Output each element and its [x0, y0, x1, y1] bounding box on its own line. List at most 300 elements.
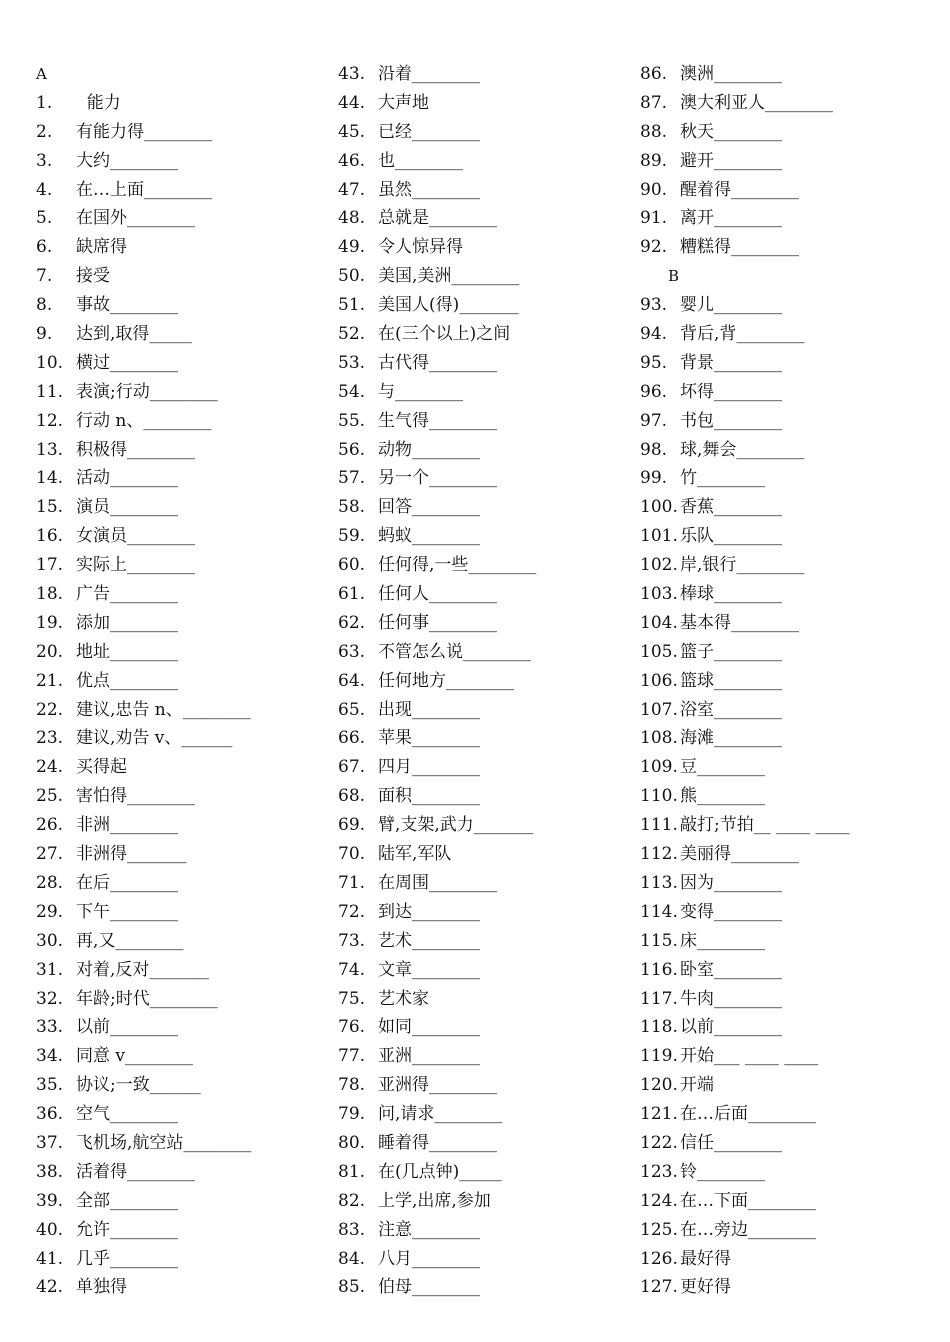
vocab-entry — [640, 638, 850, 667]
entry-text: 因为________ — [680, 872, 782, 893]
vocab-entry — [338, 60, 536, 89]
entry-number: 1. — [36, 92, 53, 113]
vocab-entry — [36, 291, 251, 320]
entry-number: 123. — [640, 1161, 678, 1182]
vocab-entry — [640, 1158, 850, 1187]
vocab-entry — [640, 89, 850, 118]
vocab-entry — [640, 724, 850, 753]
entry-text: 任何人________ — [378, 584, 497, 605]
entry-text: 基本得________ — [680, 612, 799, 633]
vocab-entry — [36, 667, 251, 696]
entry-text: 单独得 — [76, 1277, 127, 1298]
entry-number: 124. — [640, 1190, 678, 1211]
entry-number: 68. — [338, 786, 366, 807]
vocab-entry — [338, 262, 536, 291]
vocab-entry — [338, 985, 536, 1014]
entry-number: 52. — [338, 324, 366, 345]
entry-text: 横过________ — [76, 352, 178, 373]
vocab-entry — [338, 724, 536, 753]
entry-text: 大声地 — [378, 92, 429, 113]
entry-text: 令人惊异得 — [378, 237, 463, 258]
entry-number: 96. — [640, 381, 668, 402]
entry-number: 2. — [36, 121, 53, 142]
entry-text: 回答________ — [378, 497, 480, 518]
entry-number: 92. — [640, 237, 668, 258]
vocab-entry — [36, 436, 251, 465]
entry-number: 86. — [640, 64, 668, 84]
entry-number: 47. — [338, 179, 366, 200]
entry-number: 64. — [338, 670, 366, 691]
entry-text: 不管怎么说________ — [378, 641, 531, 662]
vocab-entry — [36, 753, 251, 782]
entry-number: 10. — [36, 352, 64, 373]
entry-number: 115. — [640, 930, 678, 951]
entry-text: 害怕得________ — [76, 786, 195, 807]
entry-text: 任何得,一些________ — [378, 555, 537, 576]
vocab-entry — [640, 609, 850, 638]
vocab-entry — [36, 89, 251, 118]
entry-number: 63. — [338, 641, 366, 662]
entry-number: 108. — [640, 728, 678, 749]
entry-number: 27. — [36, 844, 64, 865]
vocab-entry — [338, 1273, 536, 1302]
entry-text: 以前________ — [76, 1017, 178, 1038]
entry-text: 活动________ — [76, 468, 178, 489]
vocab-entry — [338, 609, 536, 638]
entry-number: 56. — [338, 439, 366, 460]
vocab-entry — [640, 291, 850, 320]
vocab-entry — [338, 407, 536, 436]
entry-text: 糟糕得________ — [680, 237, 799, 258]
entry-number: 72. — [338, 901, 366, 922]
entry-number: 48. — [338, 208, 366, 229]
vocab-entry — [640, 782, 850, 811]
entry-text: 在…下面________ — [680, 1190, 816, 1211]
entry-number: 45. — [338, 121, 366, 142]
entry-text: 卧室________ — [680, 959, 782, 980]
entry-number: 120. — [640, 1075, 678, 1096]
entry-number: 80. — [338, 1132, 366, 1153]
entry-number: 57. — [338, 468, 366, 489]
entry-number: 61. — [338, 584, 366, 605]
vocab-entry — [338, 522, 536, 551]
vocab-entry — [338, 638, 536, 667]
entry-text: 添加________ — [76, 612, 178, 633]
vocab-entry — [640, 464, 850, 493]
entry-number: 34. — [36, 1046, 64, 1067]
entry-text: 美丽得________ — [680, 844, 799, 865]
entry-number: 112. — [640, 844, 678, 865]
vocab-entry — [640, 985, 850, 1014]
vocab-entry — [36, 724, 251, 753]
entry-number: 73. — [338, 930, 366, 951]
entry-text: 注意________ — [378, 1219, 480, 1240]
vocab-entry — [338, 1100, 536, 1129]
entry-text: 活着得________ — [76, 1161, 195, 1182]
entry-number: 42. — [36, 1277, 64, 1298]
entry-number: 41. — [36, 1248, 64, 1269]
section-heading: B — [668, 267, 680, 286]
entry-text: 床________ — [680, 930, 765, 951]
entry-text: 上学,出席,参加 — [378, 1190, 491, 1211]
entry-text: 建议,劝告 v、______ — [76, 728, 233, 749]
entry-text: 允许________ — [76, 1219, 178, 1240]
entry-number: 32. — [36, 988, 64, 1009]
entry-text: 也________ — [378, 150, 463, 171]
vocab-entry — [640, 118, 850, 147]
vocab-entry — [36, 609, 251, 638]
entry-number: 23. — [36, 728, 64, 749]
entry-text: 背后,背________ — [680, 324, 805, 345]
entry-number: 83. — [338, 1219, 366, 1240]
entry-number: 98. — [640, 439, 668, 460]
entry-number: 102. — [640, 555, 678, 576]
entry-text: 面积________ — [378, 786, 480, 807]
vocab-entry — [640, 927, 850, 956]
vocab-entry — [36, 522, 251, 551]
entry-text: 牛肉________ — [680, 988, 782, 1009]
vocab-entry — [640, 349, 850, 378]
entry-number: 84. — [338, 1248, 366, 1269]
entry-number: 119. — [640, 1046, 678, 1067]
vocab-entry — [338, 696, 536, 725]
vocab-entry — [36, 204, 251, 233]
vocab-entry — [36, 811, 251, 840]
entry-number: 95. — [640, 352, 668, 373]
vocab-entry — [36, 956, 251, 985]
entry-text: 事故________ — [76, 295, 178, 316]
entry-text: 以前________ — [680, 1017, 782, 1038]
entry-text: 在国外________ — [76, 208, 195, 229]
entry-text: 蚂蚁________ — [378, 526, 480, 547]
vocab-entry — [338, 118, 536, 147]
entry-text: 棒球________ — [680, 584, 782, 605]
entry-text: 出现________ — [378, 699, 480, 720]
entry-number: 12. — [36, 410, 64, 431]
entry-number: 65. — [338, 699, 366, 720]
entry-text: 再,又________ — [76, 930, 184, 951]
entry-number: 107. — [640, 699, 678, 720]
entry-text: 如同________ — [378, 1017, 480, 1038]
vocab-entry — [338, 580, 536, 609]
vocab-entry — [36, 233, 251, 262]
entry-text: 任何地方________ — [378, 670, 514, 691]
entry-text: 买得起 — [76, 757, 127, 778]
vocab-entry — [338, 1158, 536, 1187]
vocab-entry — [640, 898, 850, 927]
entry-text: 沿着________ — [378, 64, 480, 84]
vocab-entry — [36, 176, 251, 205]
vocab-entry — [640, 1129, 850, 1158]
entry-number: 53. — [338, 352, 366, 373]
entry-text: 同意 v________ — [76, 1046, 194, 1067]
entry-number: 17. — [36, 555, 64, 576]
vocab-entry — [640, 1013, 850, 1042]
entry-number: 94. — [640, 324, 668, 345]
entry-text: 在…上面________ — [76, 179, 212, 200]
entry-text: 协议;一致______ — [76, 1075, 201, 1096]
entry-number: 21. — [36, 670, 64, 691]
entry-text: 最好得 — [680, 1248, 731, 1269]
entry-text: 女演员________ — [76, 526, 195, 547]
entry-number: 60. — [338, 555, 366, 576]
entry-number: 78. — [338, 1075, 366, 1096]
entry-number: 118. — [640, 1017, 678, 1038]
vocab-entry — [338, 1042, 536, 1071]
entry-number: 79. — [338, 1104, 366, 1125]
vocab-entry — [36, 898, 251, 927]
entry-text: 篮子________ — [680, 641, 782, 662]
vocab-entry — [640, 753, 850, 782]
entry-text: 亚洲得________ — [378, 1075, 497, 1096]
entry-number: 62. — [338, 612, 366, 633]
entry-number: 109. — [640, 757, 678, 778]
entry-text: 秋天________ — [680, 121, 782, 142]
entry-text: 书包________ — [680, 410, 782, 431]
entry-text: 与________ — [378, 381, 463, 402]
entry-number: 14. — [36, 468, 64, 489]
entry-number: 58. — [338, 497, 366, 518]
entry-number: 13. — [36, 439, 64, 460]
vocab-entry — [640, 493, 850, 522]
entry-number: 103. — [640, 584, 678, 605]
entry-number: 89. — [640, 150, 668, 171]
entry-text: 婴儿________ — [680, 295, 782, 316]
vocab-entry — [640, 1071, 850, 1100]
entry-number: 121. — [640, 1104, 678, 1125]
entry-text: 在(几点钟)_____ — [378, 1161, 502, 1182]
entry-text: 积极得________ — [76, 439, 195, 460]
entry-text: 坏得________ — [680, 381, 782, 402]
vocab-entry — [338, 1245, 536, 1274]
entry-text: 生气得________ — [378, 410, 497, 431]
entry-text: 文章________ — [378, 959, 480, 980]
entry-number: 97. — [640, 410, 668, 431]
vocab-entry — [36, 493, 251, 522]
entry-text: 伯母________ — [378, 1277, 480, 1298]
entry-text: 篮球________ — [680, 670, 782, 691]
vocab-entry — [36, 580, 251, 609]
entry-number: 50. — [338, 266, 366, 287]
entry-number: 4. — [36, 179, 53, 200]
entry-text: 总就是________ — [378, 208, 497, 229]
entry-number: 81. — [338, 1161, 366, 1182]
entry-text: 非洲________ — [76, 815, 178, 836]
entry-text: 四月________ — [378, 757, 480, 778]
entry-text: 铃________ — [680, 1161, 765, 1182]
entry-text: 熊________ — [680, 786, 765, 807]
vocab-entry — [36, 1216, 251, 1245]
vocab-entry — [338, 811, 536, 840]
entry-number: 74. — [338, 959, 366, 980]
entry-number: 35. — [36, 1075, 64, 1096]
vocab-entry — [36, 869, 251, 898]
entry-text: 香蕉________ — [680, 497, 782, 518]
vocab-entry — [338, 782, 536, 811]
entry-text: 球,舞会________ — [680, 439, 805, 460]
entry-number: 18. — [36, 584, 64, 605]
vocab-entry — [640, 147, 850, 176]
column-1 — [36, 60, 251, 1302]
vocab-entry — [36, 349, 251, 378]
entry-number: 9. — [36, 324, 53, 345]
vocab-entry — [338, 89, 536, 118]
entry-text: 开始___ ____ ____ — [680, 1046, 819, 1067]
vocab-entry — [36, 1273, 251, 1302]
entry-number: 8. — [36, 295, 53, 316]
vocab-entry — [640, 522, 850, 551]
entry-text: 在…旁边________ — [680, 1219, 816, 1240]
entry-text: 有能力得________ — [76, 121, 212, 142]
entry-number: 55. — [338, 410, 366, 431]
vocab-entry — [338, 291, 536, 320]
entry-text: 大约________ — [76, 150, 178, 171]
entry-text: 缺席得 — [76, 237, 127, 258]
entry-text: 建议,忠告 n、________ — [76, 699, 251, 720]
entry-text: 陆军,军队 — [378, 844, 452, 865]
vocab-entry — [338, 378, 536, 407]
entry-number: 43. — [338, 64, 366, 84]
entry-number: 93. — [640, 295, 668, 316]
vocab-entry — [338, 436, 536, 465]
vocab-entry — [338, 927, 536, 956]
entry-number: 15. — [36, 497, 64, 518]
entry-number: 82. — [338, 1190, 366, 1211]
entry-number: 116. — [640, 959, 678, 980]
entry-number: 91. — [640, 208, 668, 229]
vocab-entry — [640, 233, 850, 262]
vocab-entry — [338, 1129, 536, 1158]
vocab-entry — [36, 696, 251, 725]
vocab-entry — [640, 407, 850, 436]
entry-number: 125. — [640, 1219, 678, 1240]
entry-text: 浴室________ — [680, 699, 782, 720]
entry-text: 在(三个以上)之间 — [378, 324, 511, 345]
vocab-entry — [640, 204, 850, 233]
entry-number: 40. — [36, 1219, 64, 1240]
vocab-entry — [36, 1071, 251, 1100]
vocab-entry — [36, 147, 251, 176]
entry-text: 任何事________ — [378, 612, 497, 633]
vocab-entry — [36, 1042, 251, 1071]
entry-number: 33. — [36, 1017, 64, 1038]
entry-number: 113. — [640, 872, 678, 893]
entry-text: 下午________ — [76, 901, 178, 922]
vocab-entry — [36, 1187, 251, 1216]
entry-number: 126. — [640, 1248, 678, 1269]
entry-number: 31. — [36, 959, 64, 980]
entry-number: 6. — [36, 237, 53, 258]
entry-text: 避开________ — [680, 150, 782, 171]
vocab-entry — [338, 753, 536, 782]
entry-text: 八月________ — [378, 1248, 480, 1269]
entry-text: 在后________ — [76, 872, 178, 893]
vocab-entry — [338, 869, 536, 898]
entry-text: 敲打;节拍__ ____ ____ — [680, 815, 850, 836]
entry-text: 美国,美洲________ — [378, 266, 520, 287]
vocab-entry — [640, 1100, 850, 1129]
entry-number: 100. — [640, 497, 678, 518]
vocab-entry — [338, 493, 536, 522]
entry-number: 7. — [36, 266, 53, 287]
vocab-entry — [36, 1245, 251, 1274]
vocab-entry — [338, 349, 536, 378]
entry-number: 110. — [640, 786, 678, 807]
vocab-entry — [36, 782, 251, 811]
vocab-entry — [640, 1245, 850, 1274]
entry-text: 实际上________ — [76, 555, 195, 576]
entry-number: 66. — [338, 728, 366, 749]
vocab-entry — [338, 204, 536, 233]
entry-number: 54. — [338, 381, 366, 402]
vocab-entry — [640, 956, 850, 985]
entry-text: 艺术________ — [378, 930, 480, 951]
entry-text: 广告________ — [76, 584, 178, 605]
entry-number: 28. — [36, 872, 64, 893]
entry-text: 信任________ — [680, 1132, 782, 1153]
vocab-entry — [338, 147, 536, 176]
vocab-entry — [338, 667, 536, 696]
entry-number: 20. — [36, 641, 64, 662]
entry-number: 44. — [338, 92, 366, 113]
entry-text: 苹果________ — [378, 728, 480, 749]
entry-number: 71. — [338, 872, 366, 893]
vocab-entry — [36, 320, 251, 349]
entry-text: 优点________ — [76, 670, 178, 691]
vocab-entry — [36, 927, 251, 956]
entry-number: 19. — [36, 612, 64, 633]
vocab-entry — [338, 1187, 536, 1216]
entry-number: 111. — [640, 815, 678, 836]
entry-text: 在周围________ — [378, 872, 497, 893]
entry-number: 51. — [338, 295, 366, 316]
vocab-entry — [36, 1100, 251, 1129]
entry-text: 对着,反对_______ — [76, 959, 209, 980]
entry-number: 99. — [640, 468, 668, 489]
vocab-entry — [36, 551, 251, 580]
column-3 — [640, 60, 850, 1302]
entry-text: 非洲得_______ — [76, 844, 187, 865]
vocab-entry — [640, 1042, 850, 1071]
entry-number: 87. — [640, 92, 668, 113]
entry-text: 全部________ — [76, 1190, 178, 1211]
entry-number: 37. — [36, 1132, 64, 1153]
entry-number: 29. — [36, 901, 64, 922]
entry-text: 表演;行动________ — [76, 381, 218, 402]
vocab-entry — [36, 378, 251, 407]
vocab-entry — [640, 1187, 850, 1216]
entry-number: 105. — [640, 641, 678, 662]
vocab-entry — [36, 407, 251, 436]
vocab-entry — [338, 1013, 536, 1042]
entry-text: 接受 — [76, 266, 110, 287]
vocab-entry — [338, 840, 536, 869]
entry-text: 睡着得________ — [378, 1132, 497, 1153]
vocab-entry — [640, 811, 850, 840]
vocab-entry — [36, 638, 251, 667]
vocab-entry — [640, 580, 850, 609]
vocab-entry — [338, 176, 536, 205]
entry-number: 76. — [338, 1017, 366, 1038]
entry-text: 到达________ — [378, 901, 480, 922]
entry-number: 59. — [338, 526, 366, 547]
vocab-entry — [338, 1071, 536, 1100]
entry-text: 乐队________ — [680, 526, 782, 547]
entry-number: 104. — [640, 612, 678, 633]
entry-number: 69. — [338, 815, 366, 836]
vocab-entry — [338, 956, 536, 985]
vocab-entry — [36, 1158, 251, 1187]
